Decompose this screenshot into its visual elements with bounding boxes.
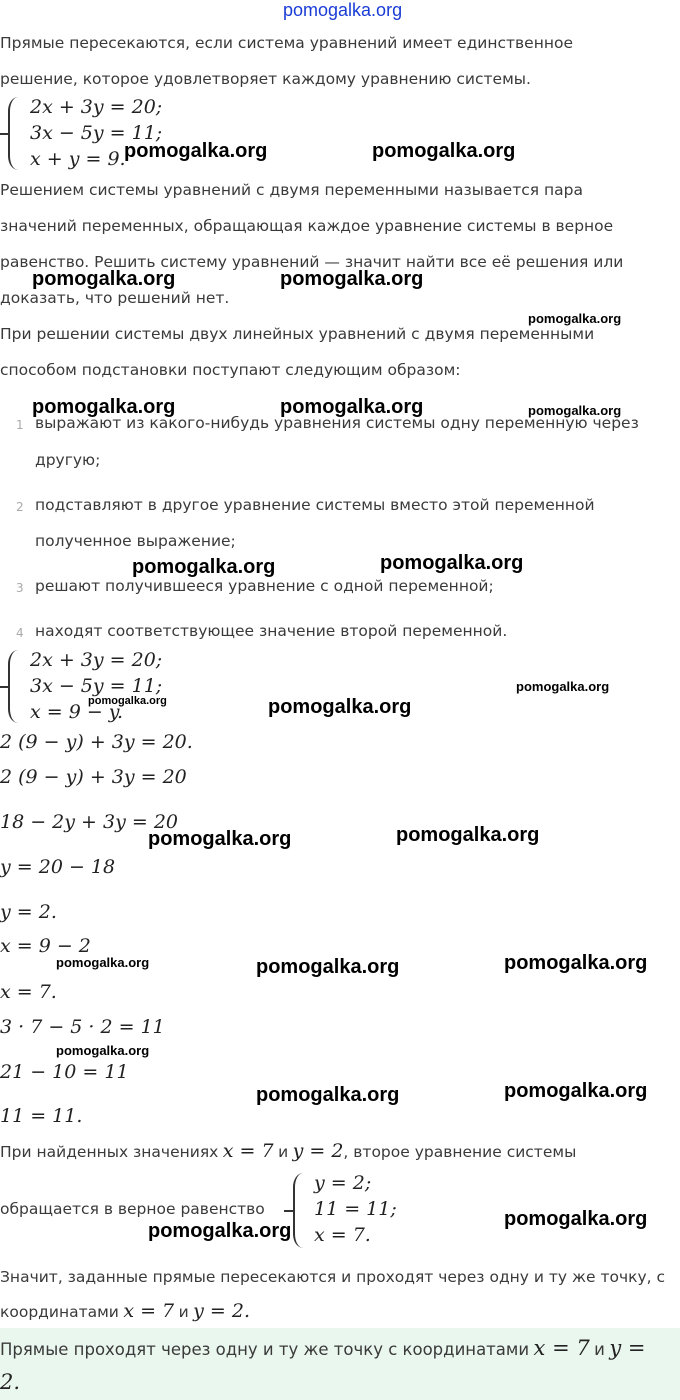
system-brace <box>8 650 19 723</box>
calc-line: 2 (9 − y) + 3y = 20. <box>0 731 193 753</box>
calc-line: 11 = 11. <box>0 1105 83 1127</box>
watermark: pomogalka.org <box>256 1084 400 1106</box>
definition-line-1: Решением системы уравнений с двумя переменными называется пара <box>0 181 583 199</box>
system-brace <box>293 1173 304 1248</box>
watermark: pomogalka.org <box>56 1043 150 1058</box>
step-4-line-1: находят соответствующее значение второй переменной. <box>35 622 508 640</box>
watermark: pomogalka.org <box>504 1208 648 1230</box>
watermark: pomogalka.org <box>32 268 176 290</box>
step-3-line-1: решают получившееся уравнение с одной переменной; <box>35 577 494 595</box>
watermark: pomogalka.org <box>56 955 150 970</box>
answer-line-1: Прямые проходят через одну и ту же точку с координатами x = 7 и y = <box>0 1336 646 1360</box>
step-number: 2 <box>16 500 24 514</box>
watermark: pomogalka.org <box>256 956 400 978</box>
calc-line: y = 20 − 18 <box>0 856 116 878</box>
conclusion1-line-2: обращается в верное равенство <box>0 1200 265 1218</box>
definition-line-4: доказать, что решений нет. <box>0 289 230 307</box>
calc-line: x = 9 − 2 <box>0 935 91 957</box>
watermark: pomogalka.org <box>528 311 622 326</box>
calc-line: 2 (9 − y) + 3y = 20 <box>0 766 187 788</box>
step-number: 4 <box>16 626 24 640</box>
calc-line: 3 · 7 − 5 · 2 = 11 <box>0 1016 165 1038</box>
system3-eq-1: y = 2; <box>314 1172 372 1194</box>
step-number: 1 <box>16 418 24 432</box>
system2-eq-2: 3x − 5y = 11; <box>30 675 163 697</box>
answer-line-2: 2. <box>0 1370 21 1394</box>
watermark: pomogalka.org <box>148 1220 292 1242</box>
step-2-line-2: полученное выражение; <box>35 532 236 550</box>
step-1-line-2: другую; <box>35 451 101 469</box>
watermark: pomogalka.org <box>268 696 412 718</box>
watermark: pomogalka.org <box>516 679 610 694</box>
step-2-line-1: подставляют в другое уравнение системы вместо этой переменной <box>35 496 595 514</box>
calc-line: 18 − 2y + 3y = 20 <box>0 811 178 833</box>
watermark: pomogalka.org <box>88 695 167 707</box>
system3-eq-3: x = 7. <box>314 1224 371 1246</box>
intro-line-2: решение, которое удовлетворяет каждому уравнению системы. <box>0 70 531 88</box>
site-title[interactable]: pomogalka.org <box>283 0 403 20</box>
watermark: pomogalka.org <box>132 556 276 578</box>
watermark: pomogalka.org <box>148 828 292 850</box>
watermark: pomogalka.org <box>280 396 424 418</box>
calc-line: 21 − 10 = 11 <box>0 1061 129 1083</box>
method-intro-line-2: способом подстановки поступают следующим образом: <box>0 361 461 379</box>
system3-eq-2: 11 = 11; <box>314 1198 397 1220</box>
calc-line: y = 2. <box>0 901 57 923</box>
watermark: pomogalka.org <box>528 403 622 418</box>
system2-eq-1: 2x + 3y = 20; <box>30 649 163 671</box>
system1-eq-3: x + y = 9. <box>30 148 126 170</box>
conclusion1-line-1: При найденных значениях x = 7 и y = 2, второе уравнение системы <box>0 1140 577 1162</box>
watermark: pomogalka.org <box>32 396 176 418</box>
watermark: pomogalka.org <box>124 140 268 162</box>
watermark: pomogalka.org <box>372 140 516 162</box>
watermark: pomogalka.org <box>380 552 524 574</box>
watermark: pomogalka.org <box>280 268 424 290</box>
calc-line: x = 7. <box>0 981 57 1003</box>
answer-box <box>0 1328 680 1400</box>
system1-eq-2: 3x − 5y = 11; <box>30 122 163 144</box>
method-intro-line-1: При решении системы двух линейных уравнений с двумя переменными <box>0 325 595 343</box>
watermark: pomogalka.org <box>504 952 648 974</box>
system2-eq-3: x = 9 − y. <box>30 701 124 723</box>
conclusion2-line-1: Значит, заданные прямые пересекаются и проходят через одну и ту же точку, с <box>0 1268 666 1286</box>
system-brace <box>8 97 19 170</box>
step-number: 3 <box>16 581 24 595</box>
watermark: pomogalka.org <box>504 1080 648 1102</box>
conclusion2-line-2: координатами x = 7 и y = 2. <box>0 1300 251 1322</box>
definition-line-3: равенство. Решить систему уравнений — значит найти все её решения или <box>0 253 624 271</box>
step-1-line-1: выражают из какого-нибудь уравнения системы одну переменную через <box>35 414 639 432</box>
system1-eq-1: 2x + 3y = 20; <box>30 96 163 118</box>
watermark: pomogalka.org <box>396 824 540 846</box>
intro-line-1: Прямые пересекаются, если система уравнений имеет единственное <box>0 34 574 52</box>
definition-line-2: значений переменных, обращающая каждое уравнение системы в верное <box>0 217 614 235</box>
